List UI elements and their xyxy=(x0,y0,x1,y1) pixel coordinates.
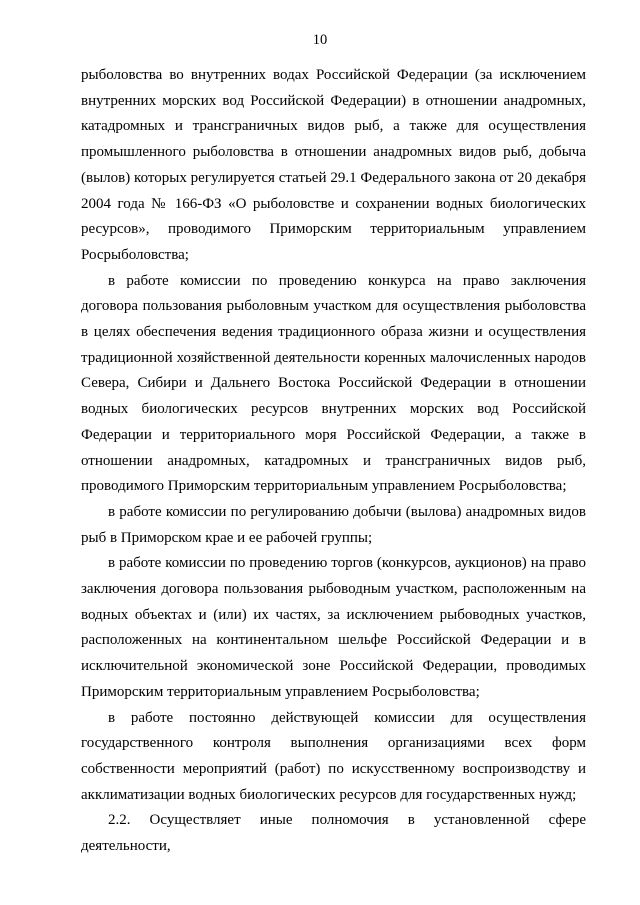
paragraph-3: в работе комиссии по регулированию добычи (вылова) анадромных видов рыб в Приморском крае и ее рабочей группы; xyxy=(81,503,586,546)
paragraph-1: рыболовства во внутренних водах Российской Федерации (за исключением внутренних морских вод Российской Федерации) в отношении анадромных, катадромных и трансграничных видов рыб, а также для осуществления промышленного рыболовства в отношении анадромных видов рыб, добыча (вылов) которых регулируется статьей 29.1 Федерального закона от 20 декабря 2004 года № 166-ФЗ «О рыболовстве и сохранении водных биологических ресурсов», проводимого Приморским территориальным управлением Росрыболовства; xyxy=(81,67,586,263)
paragraph-5: в работе постоянно действующей комиссии для осуществления государственного контроля выполнения организациями всех форм собственности мероприятий (работ) по искусственному воспроизводству и акклиматизации водных биологических ресурсов для государственных нужд; xyxy=(81,709,586,803)
page-number: 10 xyxy=(312,32,328,48)
document-body xyxy=(81,63,586,860)
paragraph-4: в работе комиссии по проведению торгов (конкурсов, аукционов) на право заключения договора пользования рыбоводным участком, расположенным на водных объектах и (или) их частях, за исключением рыбоводных участков, расположенных на континентальном шельфе Российской Федерации и в исключительной экономической зоне Российской Федерации, проводимых Приморским территориальным управлением Росрыболовства; xyxy=(81,555,586,700)
paragraph-6: 2.2. Осуществляет иные полномочия в установленной сфере деятельности, xyxy=(81,812,586,855)
paragraph-2: в работе комиссии по проведению конкурса на право заключения договора пользования рыболовным участком для осуществления рыболовства в целях обеспечения ведения традиционного образа жизни и осуществления традиционной хозяйственной деятельности коренных малочисленных народов Севера, Сибири и Дальнего Востока Российской Федерации в отношении водных биологических ресурсов внутренних морских вод Российской Федерации и территориального моря Российской Федерации, а также в отношении анадромных, катадромных и трансграничных видов рыб, проводимого Приморским территориальным управлением Росрыболовства; xyxy=(81,272,586,495)
